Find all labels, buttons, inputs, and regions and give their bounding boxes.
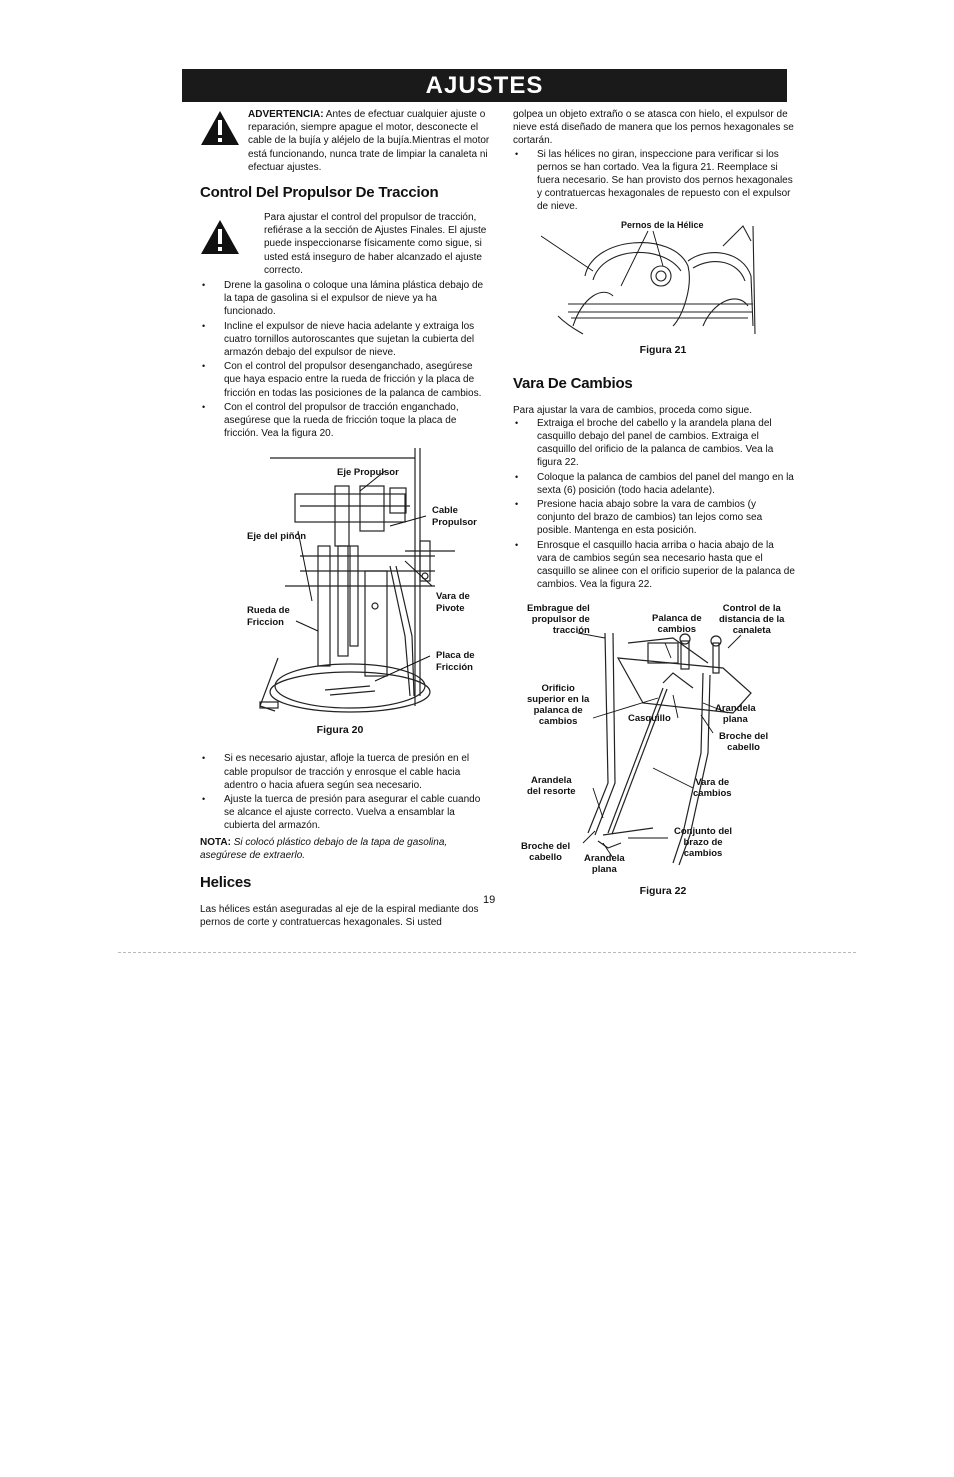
list-item: • Si es necesario ajustar, afloje la tuerca de presión en el cable propulsor de tracción y enrosque el cable hacia adentro o hacia afuera según sea necesario. [224,752,490,792]
figure-22-label-conjunto: Conjunto del brazo de cambios [674,826,733,860]
figure-20-label-pivote: Pivote [436,603,465,615]
figure-20-drawing [200,446,490,716]
list-item: • Enrosque el casquillo hacia arriba o hacia abajo de la vara de cambios según sea necesario hasta que el casquillo se alinee con el orificio superior de la palanca de cambios. Vea la figura 22. [537,539,795,592]
figure-20 [200,446,490,736]
list-item: • Con el control del propulsor de tracción enganchado, asegúrese que la rueda de fricción toque la placa de fricción. Vea la figura 20. [224,401,490,441]
figure-20-label-friccion-2: Fricción [436,662,473,674]
warning-text [248,108,490,174]
figure-22-label-arandela-resorte: Arandela del resorte [527,775,576,798]
figure-20-label-eje-propulsor: Eje Propulsor [337,467,399,479]
figure-22-label-embrague: Embrague del propulsor de tracción [527,603,590,637]
vara-bullets [513,417,795,592]
figure-22-label-vara: Vara de cambios [693,777,732,800]
figure-20-label-eje-pinon: Eje del piñón [247,531,307,543]
section-heading-vara: Vara De Cambios [513,374,633,392]
list-item: • Drene la gasolina o coloque una lámina plástica debajo de la tapa de gasolina si el expulsor de nieve ya ha funcionado. [224,279,490,319]
figure-21-caption: Figura 21 [639,343,687,356]
section-heading-traccion: Control Del Propulsor De Traccion [200,184,439,202]
figure-22-label-broche-cabello-left: Broche del cabello [521,841,571,864]
traccion-bullets-after [200,752,490,832]
page-title: AJUSTES [182,69,787,102]
helices-continuation: golpea un objeto extraño o se atasca con hielo, el expulsor de nieve está diseñado de manera que los pernos hexagonales se cortarán. [513,109,794,147]
figure-22-label-casquillo: Casquillo [628,713,671,725]
warning-icon [200,219,240,255]
list-item: • Presione hacia abajo sobre la vara de cambios (y conjunto del brazo de cambios) tan lejos como sea posible. Mantenga en esta posición. [537,498,795,538]
warning-block [200,108,490,174]
helices-text: Las hélices están aseguradas al eje de la espiral mediante dos pernos de corte y contratuercas hexagonales. Si usted [200,904,479,929]
helices-bullets [513,148,795,214]
figure-22-label-broche-cabello-right: Broche del cabello [719,731,769,754]
list-item: • Con el control del propulsor desenganchado, asegúrese que haya espacio entre la rueda de fricción y la placa de fricción en todas las posiciones de la palanca de cambios. [224,360,490,400]
figure-20-label-vara-de: Vara de [436,591,470,603]
figure-21-drawing [513,216,795,341]
figure-20-label-placa-de: Placa de [436,650,475,662]
bottom-divider [118,952,856,953]
figure-21-label: Pernos de la Hélice [621,219,704,230]
warning-icon [200,110,240,146]
figure-20-label-rueda-de: Rueda de [247,605,290,617]
figure-22-label-control: Control de la distancia de la canaleta [719,603,785,637]
figure-20-caption: Figura 20 [316,724,364,737]
figure-22 [513,603,795,908]
warning-body: Antes de efectuar cualquier ajuste o reparación, siempre apague el motor, desconecte el cable de la bujía y aléjelo de la bujía.Mientras el motor está funcionando, nunca trate de limpiar la canaleta ni efectuar ajustes. [248,109,490,173]
warning-label: ADVERTENCIA: [248,109,324,120]
figure-22-label-orificio: Orificio superior en la palanca de cambios [527,683,590,728]
right-column [513,108,795,908]
section-heading-helices: Helices [200,874,252,892]
traccion-intro-block [200,211,490,277]
figure-20-label-propulsor: Propulsor [432,517,477,529]
figure-22-label-arandela-plana: Arandela plana [715,703,756,726]
list-item: • Incline el expulsor de nieve hacia adelante y extraiga los cuatro tornillos autoroscantes que sujetan la cubierta del armazón debajo del expulsor de nieve. [224,320,490,360]
figure-20-label-friccion: Friccion [247,617,284,629]
figure-22-caption: Figura 22 [639,885,687,898]
list-item: • Coloque la palanca de cambios del panel del mango en la sexta (6) posición (todo hacia adelante). [537,471,795,497]
nota-label: NOTA: [200,836,231,848]
figure-22-label-arandela-plana-bottom: Arandela plana [584,853,625,876]
figure-20-label-cable: Cable [432,505,458,517]
page-number: 19 [483,894,496,906]
nota-text [200,836,490,862]
list-item: • Si las hélices no giran, inspeccione para verificar si los pernos se han cortado. Vea la figura 21. Reemplace si fuera necesario. Se han provisto dos pernos hexagonales y contratuercas hexagonales de repuesto con el expulsor de nieve. [537,148,795,214]
figure-22-label-palanca: Palanca de cambios [652,613,702,636]
traccion-intro: Para ajustar el control del propulsor de tracción, refiérase a la sección de Ajustes Finales. El ajuste puede inspeccionarse físicamente como sigue, si usted está inseguro de haber alcanzado el ajuste correcto. [264,212,487,276]
nota-body: Si colocó plástico debajo de la tapa de gasolina, asegúrese de extraerlo. [200,836,448,861]
traccion-bullets [200,279,490,440]
vara-intro: Para ajustar la vara de cambios, proceda como sigue. [513,404,753,416]
list-item: • Ajuste la tuerca de presión para asegurar el cable cuando se alcance el ajuste correcto. Vuelva a ensamblar la cubierta del armazón. [224,793,490,833]
figure-21 [513,216,795,361]
list-item: • Extraiga el broche del cabello y la arandela plana del casquillo debajo del panel de cambios. Extraiga el casquillo del orificio de la palanca de cambios. Vea la figura 22. [537,417,795,470]
left-column [200,108,490,930]
